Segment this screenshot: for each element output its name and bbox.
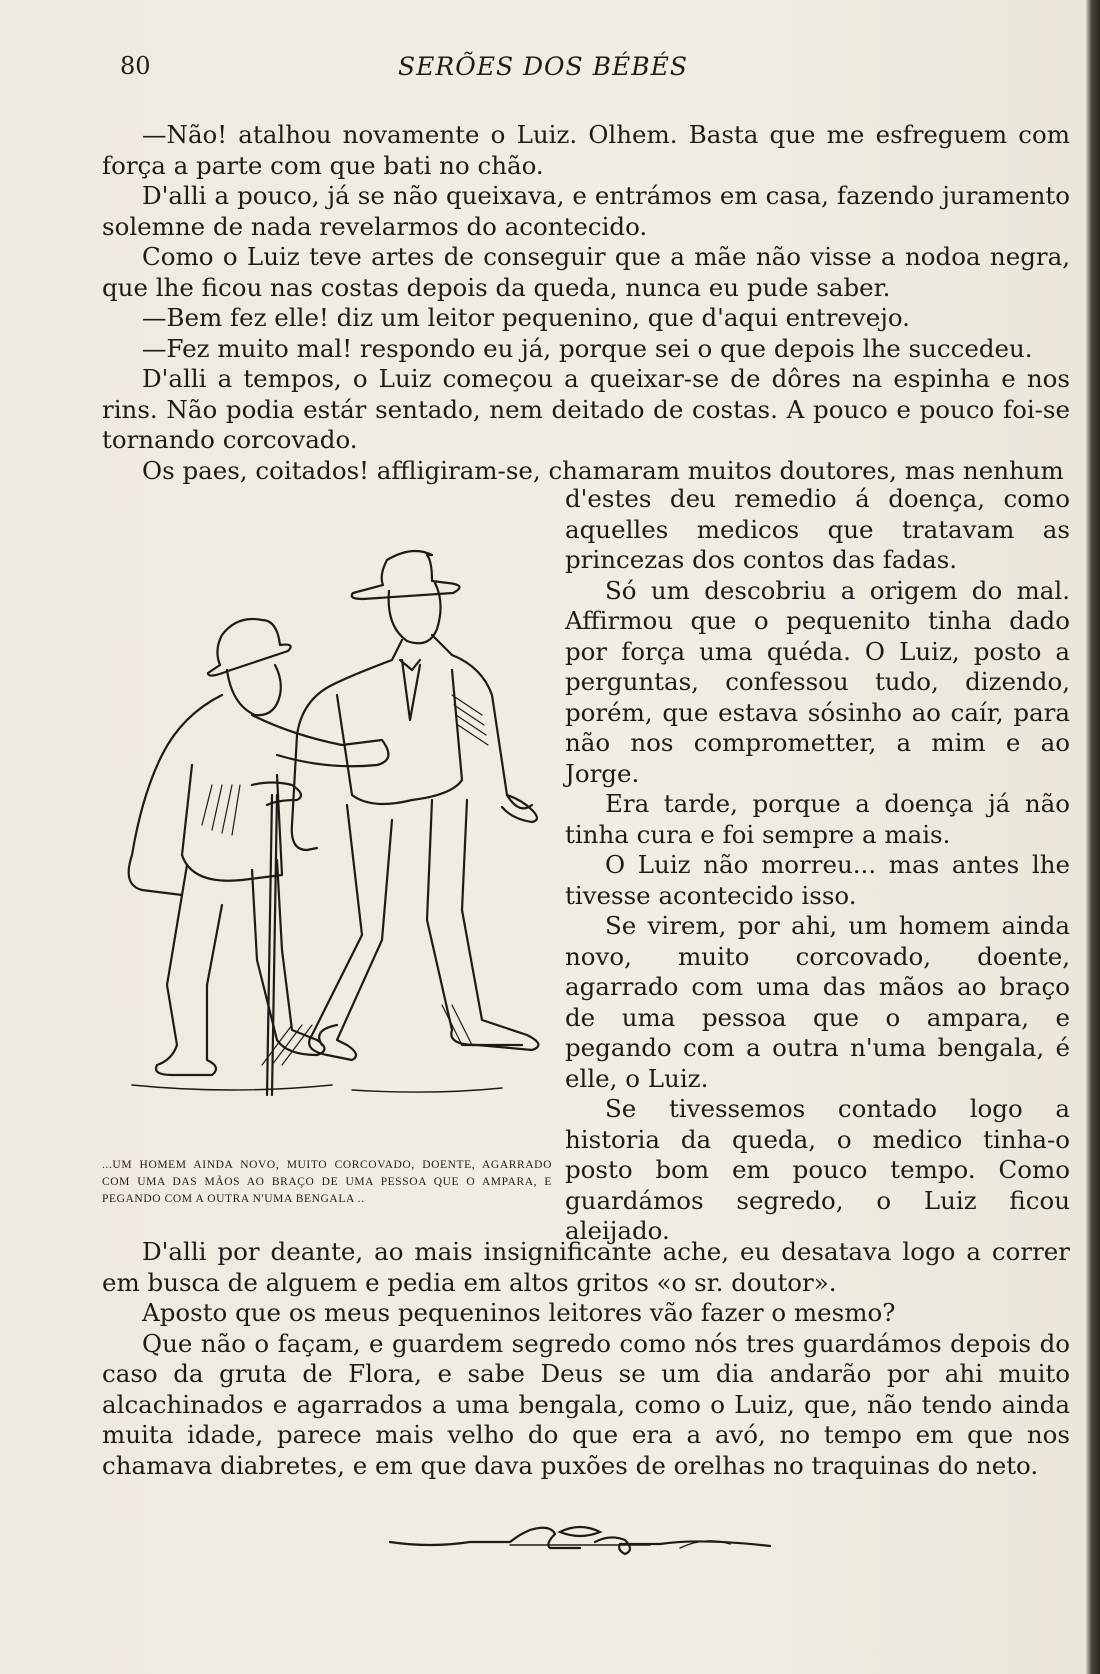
- paragraph: D'alli por deante, ao mais insignificante ache, eu desatava logo a correr em busca de alguem e pedia em altos gritos «o sr. doutor».: [102, 1237, 1070, 1297]
- paragraph: —Bem fez elle! diz um leitor pequenino, que d'aqui entrevejo.: [142, 303, 910, 332]
- paragraph: Como o Luiz teve artes de conseguir que a mãe não visse a nodoa negra, que lhe ficou nas costas depois da queda, nunca eu pude saber.: [102, 242, 1070, 302]
- page-edge: [1086, 0, 1100, 1674]
- page-number: 80: [120, 52, 151, 80]
- illustration-caption: ...UM HOMEM AINDA NOVO, MUITO CORCOVADO, DOENTE, AGARRADO COM UMA DAS MÃOS AO BRAÇO DE UMA PESSOA QUE O AMPARA, E PEGANDO COM A OUTRA N'UMA BENGALA ..: [102, 1159, 552, 1205]
- body-text-top: [102, 120, 1070, 486]
- paragraph: Aposto que os meus pequeninos leitores vão fazer o mesmo?: [142, 1298, 896, 1327]
- paragraph: D'alli a tempos, o Luiz começou a queixar-se de dôres na espinha e nos rins. Não podia estár sentado, nem deitado de costas. A pouco e pouco foi-se tornando corcovado.: [102, 364, 1070, 454]
- paragraph: —Fez muito mal! respondo eu já, porque sei o que depois lhe succedeu.: [142, 333, 1033, 363]
- paragraph: Que não o façam, e guardem segredo como nós tres guardámos depois do caso da gruta de Flora, e sabe Deus se um dia andarão por ahi muito alcachinados e agarrados a uma bengala, como o Luiz, que, não tendo ainda muita idade, parece mais velho do que era a avó, no tempo em que nos chamava diabretes, e em que dava puxões de orelhas no traquinas do neto.: [102, 1328, 1070, 1480]
- body-text-bottom: [102, 1237, 1070, 1481]
- paragraph: Os paes, coitados! affligiram-se, chamaram muitos doutores, mas nenhum: [142, 455, 1064, 485]
- illustration-two-men: [102, 525, 552, 1150]
- page-header: [0, 52, 1086, 92]
- paragraph: D'alli a pouco, já se não queixava, e entrámos em casa, fazendo juramento solemne de nada revelarmos do acontecido.: [102, 181, 1070, 241]
- paragraph: —Não! atalhou novamente o Luiz. Olhem. Basta que me esfreguem com força a parte com que bati no chão.: [102, 120, 1070, 180]
- paragraph: Era tarde, porque a doença já não tinha cura e foi sempre a mais.: [565, 789, 1070, 849]
- paragraph: O Luiz não morreu... mas antes lhe tivesse acontecido isso.: [565, 850, 1070, 910]
- paragraph: d'estes deu remedio á doença, como aquelles medicos que tratavam as princezas dos contos das fadas.: [565, 484, 1070, 574]
- ornament-divider-icon: [380, 1520, 780, 1560]
- running-title: SERÕES DOS BÉBÉS: [398, 52, 688, 81]
- paragraph: Só um descobriu a origem do mal. Affirmou que o pequenito tinha dado por força uma quéda. O Luiz, posto a perguntas, confessou tudo, dizendo, porém, que estava sósinho ao caír, para não nos comprometter, a mim e ao Jorge.: [565, 575, 1070, 788]
- paragraph: Se tivessemos contado logo a historia da queda, o medico tinha-o posto bom em pouco tempo. Como guardámos segredo, o Luiz ficou aleijado.: [565, 1094, 1070, 1245]
- paragraph: Se virem, por ahi, um homem ainda novo, muito corcovado, doente, agarrado com uma das mãos ao braço de uma pessoa que o ampara, e pegando com a outra n'uma bengala, é elle, o Luiz.: [565, 911, 1070, 1093]
- body-text-wrap: [565, 484, 1070, 1247]
